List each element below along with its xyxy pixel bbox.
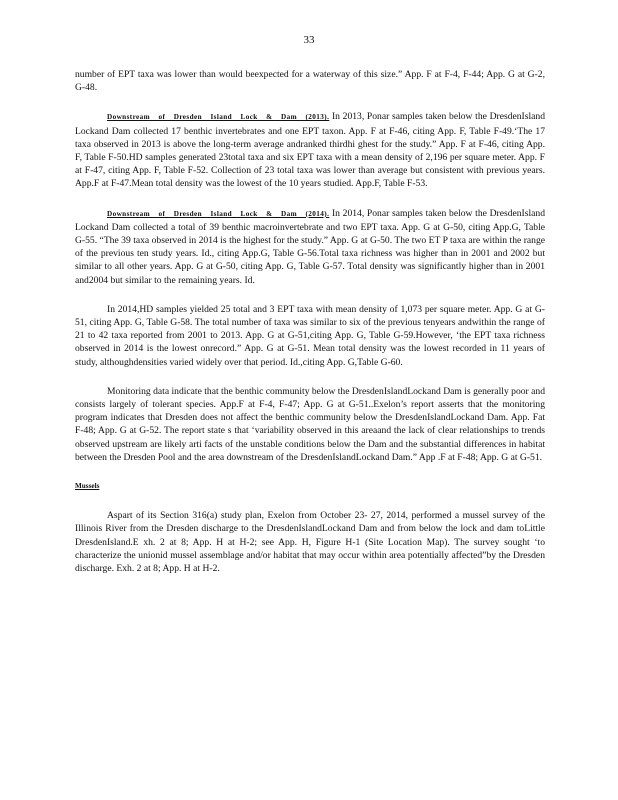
subheading-2013: Downstream of Dresden Island Lock & Dam (2013).: [107, 113, 330, 122]
paragraph-text: In 2014, Ponar samples taken below the DresdenIsland Lockand Dam collected a total of 39 benthic macroinvertebrate and two EPT taxa. App. G at G-50, citing App.G, Table G-55. “The 39 taxa observed in 2014 is the highest for the study.” App. G at G-50. The two ET P taxa are within the range of the previous ten study years. Id., citing App.G, Table G-56.Total taxa richness was higher than in 2001 and 2002 but similar to all other years. App. G at G-50, citing App. G, Table G-57. Total density was significantly higher than in 2001 and2004 but similar to the remaining years. Id.: [75, 207, 545, 286]
paragraph-mussels: [75, 509, 545, 575]
paragraph-text: Aspart of its Section 316(a) study plan, Exelon from October 23- 27, 2014, performed a mussel survey of the Illinois River from the Dresden discharge to the DresdenIslandLockand Dam and from below the lock and dam toLittle DresdenIsland.E xh. 2 at 8; App. H at H-2; see App. H, Figure H-1 (Site Location Map). The survey sought ‘to characterize the unionid mussel assemblage and/or habitat that may occur within area potentially affected”by the Dresden discharge. Exh. 2 at 8; App. H at H-2.: [75, 510, 545, 575]
page-number: 33: [303, 34, 315, 46]
paragraph-hd-samples: [75, 303, 545, 369]
paragraph-2013: [75, 110, 545, 190]
paragraph-text: In 2013, Ponar samples taken below the DresdenIsland Lockand Dam collected 17 benthic invertebrates and one EPT taxon. App. F at F-46, citing App. F, Table F-49.‘The 17 taxa observed in 2013 is above the long-term average andranked thirdhi ghest for the study.” App. F at F-46, citing App. F, Table F-50.HD samples generated 23total taxa and six EPT taxa with a mean density of 2,196 per square meter. App. F at F-47, citing App. F, Table F-52. Collection of 23 total taxa was lower than average but consistent with previous years. App.F at F-47.Mean total density was the lowest of the 10 years studied. App.F, Table F-53.: [75, 111, 545, 190]
paragraph-epT-summary: [75, 68, 545, 94]
paragraph-monitoring: [75, 385, 545, 464]
paragraph-text: number of EPT taxa was lower than would beexpected for a waterway of this size.” App. F at F-4, F-44; App. G at G-2, G-48.: [75, 69, 545, 94]
paragraph-text: Monitoring data indicate that the benthic community below the DresdenIslandLockand Dam is generally poor and consists largely of tolerant species. App.F at F-4, F-47; App. G at G-51..Exelon’s report asserts that the monitoring program indicates that Dresden does not affect the benthic community below the DresdenIslandLockand Dam. App. Fat F-48; App. G at G-52. The report state s that ‘variability observed in this areaand the lack of clear relationships to trends observed upstream are likely arti facts of the unstable conditions below the Dam and the substantial differences in habitat between the Dresden Pool and the area downstream of the DresdenIslandLockand Dam.” App .F at F-48; App. G at G-51.: [75, 385, 545, 463]
paragraph-2014: [75, 207, 545, 287]
section-heading-mussels: Mussels: [75, 482, 100, 491]
subheading-2014: Downstream of Dresden Island Lock & Dam (2014).: [107, 209, 330, 218]
document-body: [75, 68, 545, 591]
paragraph-text: In 2014,HD samples yielded 25 total and 3 EPT taxa with mean density of 1,073 per square meter. App. G at G-51, citing App. G, Table G-58. The total number of taxa was similar to six of the previous tenyears andwithin the range of 21 to 42 taxa reported from 2001 to 2013. App. G at G-51,citing App. G, Table G-59.However, ‘the EPT taxa richness observed in 2014 is the lowest onrecord.” App. G at G-51. Mean total density was the lowest recorded in 11 years of study, althoughdensities varied widely over that period. Id.,citing App. G,Table G-60.: [75, 303, 545, 368]
